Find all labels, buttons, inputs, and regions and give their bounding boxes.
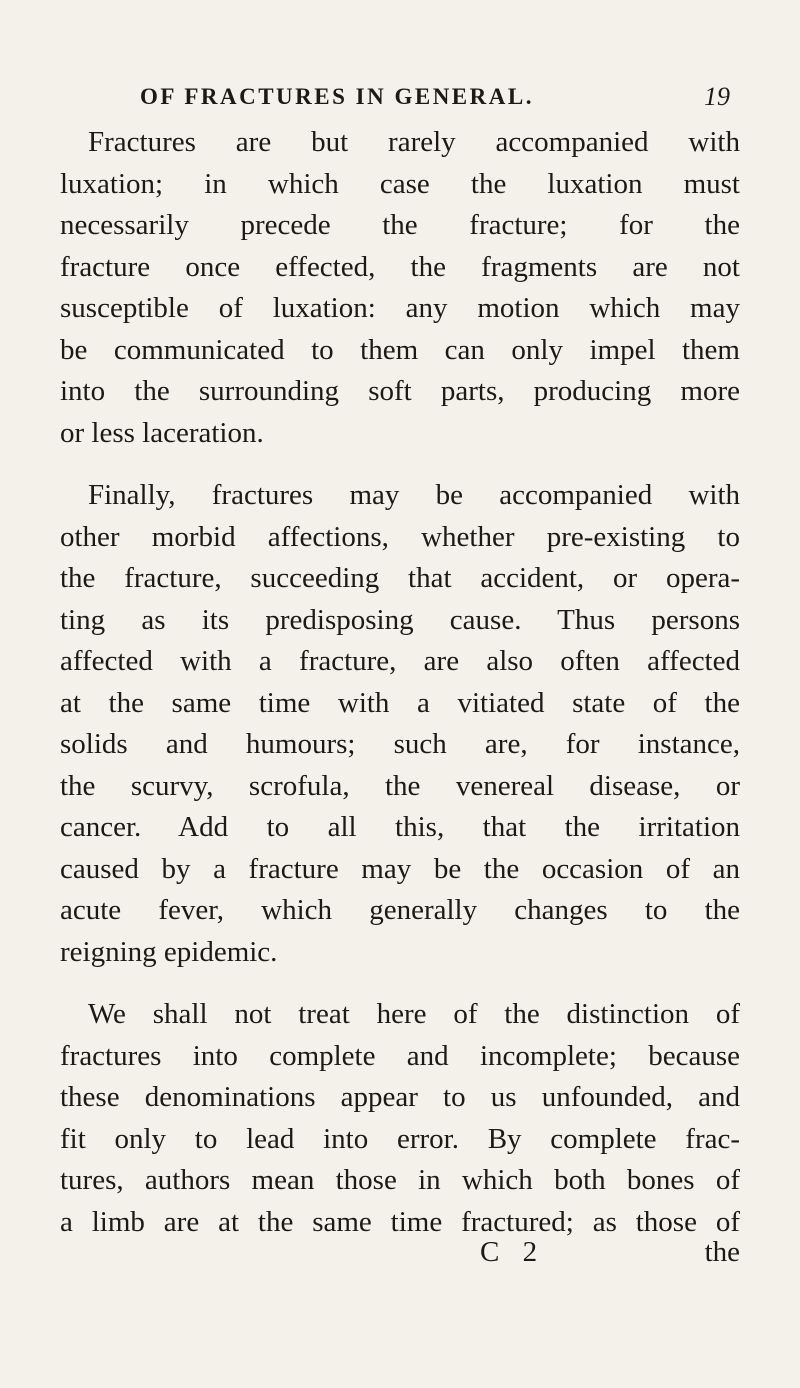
text-line: at the same time with a vitiated state of the — [60, 686, 740, 719]
text-line: Fractures are but rarely accompanied with — [88, 126, 740, 158]
text-line: tures, authors mean those in which both bones of — [60, 1164, 740, 1196]
text-line: or less laceration. — [60, 416, 264, 449]
text-line: reigning epidemic. — [60, 935, 278, 968]
text-line: luxation; in which case the luxation must — [60, 167, 740, 200]
paragraph-morbid-affections — [60, 475, 740, 973]
text-line: solids and humours; such are, for instance, — [60, 728, 740, 760]
text-line: fracture once effected, the fragments are not — [60, 250, 740, 283]
text-line: We shall not treat here of the distinction of — [88, 998, 740, 1030]
text-line: the scurvy, scrofula, the venereal disease, or — [60, 769, 740, 802]
page-number: 19 — [704, 82, 730, 111]
page-footer — [60, 1236, 740, 1276]
text-line: into the surrounding soft parts, producing more — [60, 375, 740, 407]
catchword: the — [704, 1236, 740, 1268]
text-line: fit only to lead into error. By complete frac- — [60, 1122, 740, 1155]
paragraph-complete-incomplete — [60, 994, 740, 1243]
running-head — [140, 84, 730, 114]
text-line: be communicated to them can only impel them — [60, 333, 740, 366]
paragraph-luxation — [60, 122, 740, 454]
text-line: Finally, fractures may be accompanied with — [88, 479, 740, 511]
text-line: susceptible of luxation: any motion which may — [60, 292, 740, 324]
text-line: a limb are at the same time fractured; as those of — [60, 1205, 740, 1238]
text-line: acute fever, which generally changes to the — [60, 894, 740, 926]
paragraph-gap — [60, 973, 740, 994]
text-line: other morbid affections, whether pre-existing to — [60, 520, 740, 553]
paragraph-gap — [60, 454, 740, 475]
text-line: necessarily precede the fracture; for the — [60, 209, 740, 241]
body-text — [60, 122, 740, 1243]
text-line: ting as its predisposing cause. Thus persons — [60, 603, 740, 636]
text-line: cancer. Add to all this, that the irritation — [60, 811, 740, 843]
text-line: caused by a fracture may be the occasion of an — [60, 852, 740, 885]
running-title: OF FRACTURES IN GENERAL. — [140, 84, 534, 109]
signature-mark: C 2 — [480, 1236, 546, 1268]
text-line: these denominations appear to us unfounded, and — [60, 1081, 740, 1113]
text-line: affected with a fracture, are also often affected — [60, 645, 740, 677]
text-line: the fracture, succeeding that accident, or opera- — [60, 562, 740, 594]
text-line: fractures into complete and incomplete; because — [60, 1039, 740, 1072]
